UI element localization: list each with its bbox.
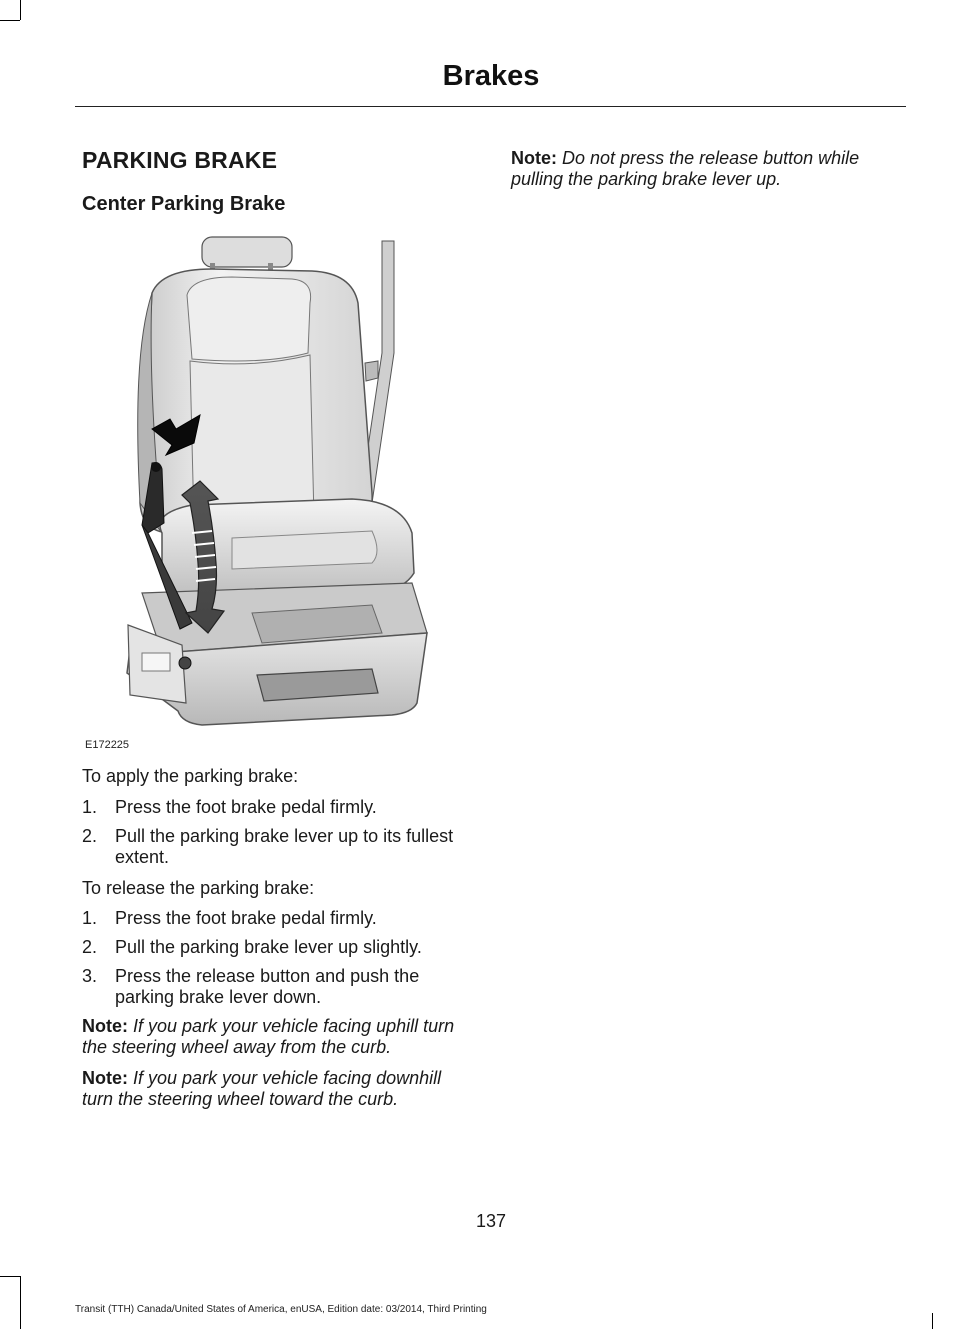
release-section	[82, 878, 477, 1008]
note-text: If you park your vehicle facing downhill turn the steering wheel toward the curb.	[82, 1068, 442, 1109]
list-number: 3.	[82, 966, 98, 986]
list-item	[82, 908, 477, 929]
list-item	[82, 937, 477, 958]
page-number: 137	[475, 1211, 507, 1231]
list-text: Pull the parking brake lever up to its fullest extent.	[115, 826, 454, 867]
list-item	[82, 966, 477, 1008]
section-heading: PARKING BRAKE	[82, 147, 278, 173]
footer-edition: Transit (TTH) Canada/United States of America, enUSA, Edition date: 03/2014, Third Printing	[75, 1304, 487, 1315]
list-text: Pull the parking brake lever up slightly.	[115, 937, 422, 957]
note-release-button	[511, 148, 906, 190]
note-text: Do not press the release button while pulling the parking brake lever up.	[511, 148, 860, 189]
note-label: Note:	[82, 1068, 128, 1088]
note-label: Note:	[511, 148, 557, 168]
seat-illustration	[82, 233, 472, 738]
note-text: If you park your vehicle facing uphill turn the steering wheel away from the curb.	[82, 1016, 455, 1057]
list-number: 1.	[82, 797, 98, 817]
release-intro: To release the parking brake:	[82, 878, 315, 898]
crop-mark	[0, 20, 20, 21]
list-number: 2.	[82, 826, 98, 846]
note-downhill	[82, 1068, 477, 1110]
list-number: 1.	[82, 908, 98, 928]
crop-mark	[20, 0, 21, 20]
figure-id: E172225	[85, 739, 130, 751]
apply-intro: To apply the parking brake:	[82, 766, 299, 786]
list-text: Press the release button and push the parking brake lever down.	[115, 966, 420, 1007]
page-title: Brakes	[442, 60, 540, 92]
note-label: Note:	[82, 1016, 128, 1036]
list-item	[82, 797, 477, 818]
crop-mark	[0, 1276, 20, 1277]
apply-section	[82, 766, 477, 868]
note-uphill	[82, 1016, 477, 1058]
list-item	[82, 826, 477, 868]
list-text: Press the foot brake pedal firmly.	[115, 797, 377, 817]
list-text: Press the foot brake pedal firmly.	[115, 908, 377, 928]
crop-mark	[932, 1313, 933, 1329]
section-subheading: Center Parking Brake	[82, 193, 286, 215]
header-divider	[75, 106, 906, 107]
list-number: 2.	[82, 937, 98, 957]
crop-mark	[20, 1276, 21, 1329]
